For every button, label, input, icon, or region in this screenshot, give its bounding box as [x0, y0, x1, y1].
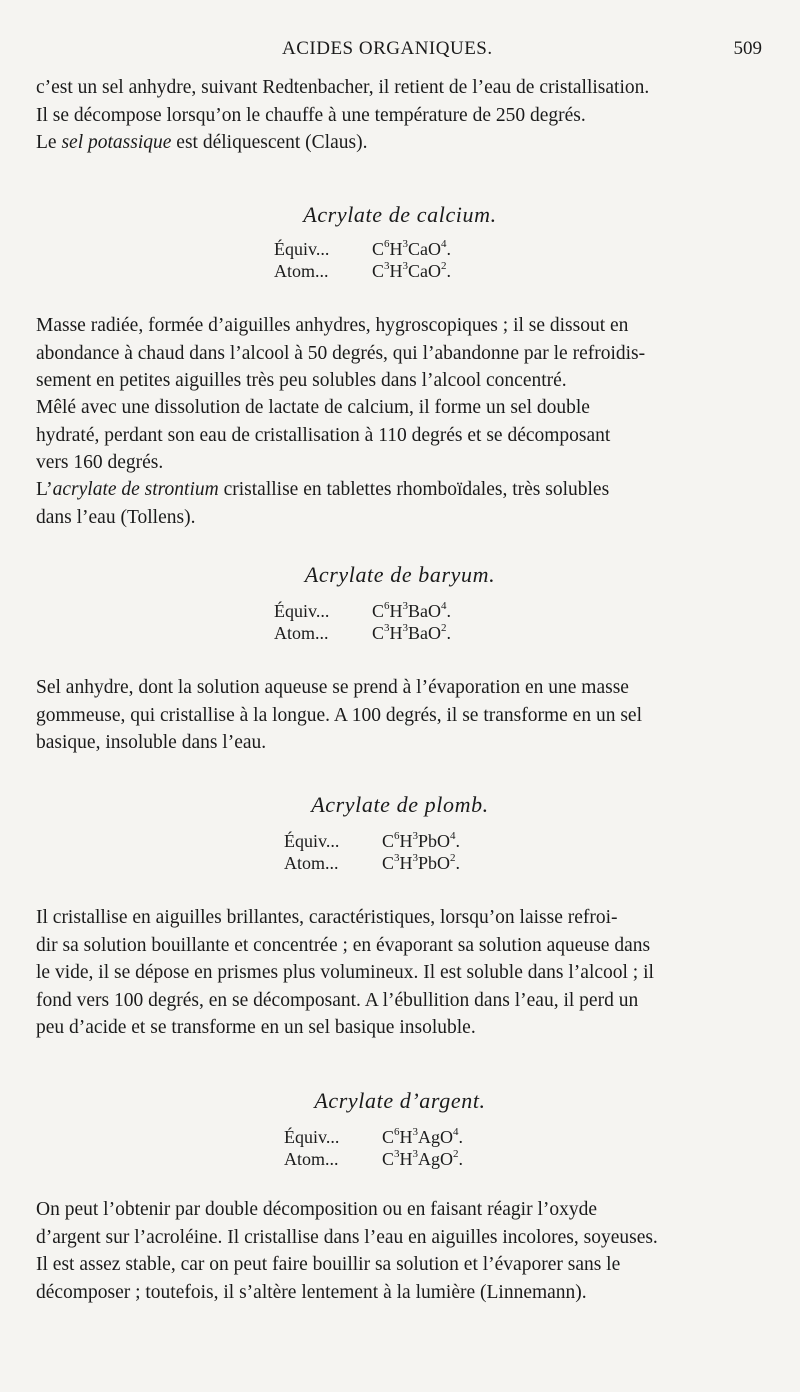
text-line: hydraté, perdant son eau de cristallisation à 110 degrés et se décomposant	[36, 424, 611, 446]
page-number: 509	[733, 38, 762, 59]
atom-label: Atom...	[284, 853, 339, 873]
text-line: dir sa solution bouillante et concentrée ; en évaporant sa solution aqueuse dans	[36, 934, 651, 956]
atom-formula-row	[284, 1148, 463, 1170]
text-run: est déliquescent (Claus).	[171, 132, 368, 153]
atom-formula-row	[274, 260, 451, 282]
text-line: Il est assez stable, car on peut faire bouillir sa solution et l’évaporer sans le	[36, 1254, 621, 1275]
equiv-label: Équiv...	[284, 1127, 340, 1147]
text-line: c’est un sel anhydre, suivant Redtenbacher, il retient de l’eau de cristallisation.	[36, 77, 650, 98]
section-heading-argent: Acrylate d’argent.	[314, 1088, 486, 1113]
text-line: basique, insoluble dans l’eau.	[36, 732, 267, 753]
atom-formula: $C^3H^3BaO^2$.	[372, 622, 452, 643]
baryum-paragraph	[36, 674, 760, 757]
section-heading-calcium: Acrylate de calcium.	[303, 202, 497, 227]
section-heading-plomb: Acrylate de plomb.	[311, 792, 489, 817]
atom-formula: $C^3H^3AgO^2$.	[382, 1148, 464, 1169]
text-line: Mêlé avec une dissolution de lactate de calcium, il forme un sel double	[36, 397, 590, 418]
atom-label: Atom...	[274, 261, 329, 281]
text-line: L’acrylate de strontium cristallise en tablettes rhomboïdales, très solubles	[36, 479, 610, 500]
emphasis: acrylate de strontium	[52, 479, 219, 500]
equiv-formula-row	[284, 830, 460, 852]
text-line: Il se décompose lorsqu’on le chauffe à une température de 250 degrés.	[36, 104, 586, 126]
atom-formula-row	[284, 852, 460, 874]
equiv-formula-row	[274, 600, 451, 622]
equiv-formula-row	[284, 1126, 463, 1148]
text-line: vers 160 degrés.	[36, 452, 164, 473]
text-line	[36, 129, 760, 157]
equiv-formula: $C^6H^3BaO^4$.	[372, 600, 452, 621]
calcium-paragraph-2	[36, 394, 760, 477]
text-line: abondance à chaud dans l’alcool à 50 degrés, qui l’abandonne par le refroidis-	[36, 342, 646, 364]
text-run: Le	[36, 132, 62, 153]
text-line: d’argent sur l’acroléine. Il cristallise dans l’eau en aiguilles incolores, soyeuses.	[36, 1226, 658, 1248]
text-line: Sel anhydre, dont la solution aqueuse se prend à l’évaporation en une masse	[36, 677, 629, 698]
text-line: sement en petites aiguilles très peu solubles dans l’alcool concentré.	[36, 370, 567, 391]
equiv-formula: $C^6H^3PbO^4$.	[382, 830, 461, 851]
plomb-paragraph	[36, 904, 760, 1042]
atom-label: Atom...	[284, 1149, 339, 1169]
emphasis: sel potassique	[61, 132, 172, 153]
text-line: décomposer ; toutefois, il s’altère lentement à la lumière (Linnemann).	[36, 1281, 587, 1303]
text-line: Masse radiée, formée d’aiguilles anhydres, hygroscopiques ; il se dissout en	[36, 315, 629, 336]
section-heading-baryum: Acrylate de baryum.	[304, 562, 496, 587]
strontium-paragraph	[36, 476, 760, 531]
atom-formula: $C^3H^3PbO^2$.	[382, 852, 461, 873]
equiv-label: Équiv...	[284, 831, 340, 851]
running-head-title: ACIDES ORGANIQUES.	[282, 38, 493, 59]
formula-block-baryum	[274, 600, 451, 644]
text-line: gommeuse, qui cristallise à la longue. A 100 degrés, il se transforme en un sel	[36, 704, 642, 726]
calcium-paragraph-1	[36, 312, 760, 395]
intro-paragraph	[36, 74, 760, 157]
equiv-formula: $C^6H^3CaO^4$.	[372, 238, 452, 259]
atom-label: Atom...	[274, 623, 329, 643]
equiv-label: Équiv...	[274, 239, 330, 259]
formula-block-calcium	[274, 238, 451, 282]
argent-paragraph	[36, 1196, 760, 1306]
text-line: Il cristallise en aiguilles brillantes, caractéristiques, lorsqu’on laisse refroi-	[36, 907, 618, 928]
running-head	[0, 38, 800, 62]
equiv-formula: $C^6H^3AgO^4$.	[382, 1126, 464, 1147]
text-line: le vide, il se dépose en prismes plus volumineux. Il est soluble dans l’alcool ; il	[36, 962, 654, 983]
text-line: On peut l’obtenir par double décomposition ou en faisant réagir l’oxyde	[36, 1199, 598, 1220]
formula-block-plomb	[284, 830, 460, 874]
formula-block-argent	[284, 1126, 463, 1170]
atom-formula-row	[274, 622, 451, 644]
text-line: fond vers 100 degrés, en se décomposant. A l’ébullition dans l’eau, il perd un	[36, 989, 639, 1011]
text-line: dans l’eau (Tollens).	[36, 506, 196, 528]
equiv-label: Équiv...	[274, 601, 330, 621]
atom-formula: $C^3H^3CaO^2$.	[372, 260, 452, 281]
equiv-formula-row	[274, 238, 451, 260]
text-line: peu d’acide et se transforme en un sel basique insoluble.	[36, 1017, 476, 1038]
